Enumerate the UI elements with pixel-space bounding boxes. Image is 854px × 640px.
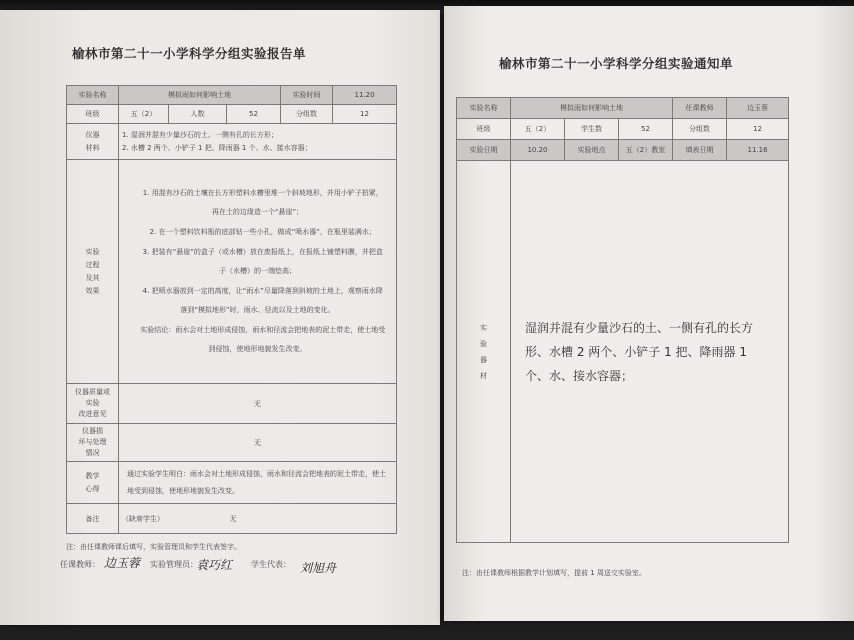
report-row-process [67, 160, 397, 384]
manager-signature: 袁巧红 [196, 558, 233, 572]
label-groups: 分组数 [673, 119, 727, 140]
place-value: 五（2）教室 [619, 140, 673, 161]
label-process: 实验 过程 及其 效果 [67, 160, 119, 384]
label-experiment-name: 实验名称 [67, 86, 119, 105]
teacher-sign-label: 任课教师： [60, 560, 100, 569]
materials-line-2: 2. 水槽 2 两个、小铲子 1 把、降雨器 1 个、水、接水容器； [122, 143, 312, 152]
label-reflection: 教学 心得 [67, 462, 119, 504]
label-materials: 仪器 材料 [67, 124, 119, 160]
label-remark: 备注 [67, 504, 119, 534]
label-materials: 实 验 器 材 [457, 161, 511, 543]
groups-value: 12 [727, 119, 789, 140]
remark-absent: （缺席学生） [119, 504, 227, 534]
reflection-value: 通过实验学生明白：雨水会对土地形成侵蚀，雨水和径流会把地表的泥土带走，使土地受到侵蚀，使地形地貌发生改变。 [119, 462, 397, 504]
label-class: 班级 [67, 105, 119, 124]
process-step-2: 2. 在一个塑料饮料瓶的底部钻一些小孔，做成“喷水器”，在瓶里装满水； [149, 227, 376, 236]
fill-date-value: 11.16 [727, 140, 789, 161]
teacher-value: 边玉蓉 [727, 98, 789, 119]
materials-text [119, 124, 397, 160]
label-people: 人数 [169, 105, 227, 124]
student-signature: 刘旭舟 [300, 561, 337, 575]
report-row-class [67, 105, 397, 124]
process-step-3: 3. 把装有“悬崖”的盒子（或水槽）放在废报纸上，在报纸上铺塑料膜，并把盒子（水槽）的一端垫高； [142, 247, 383, 275]
class-value: 五（2） [119, 105, 169, 124]
label-experiment-name: 实验名称 [457, 98, 511, 119]
notice-row-name [457, 98, 789, 119]
date-value: 10.20 [511, 140, 565, 161]
process-step-4: 4. 把喷水器放到一定的高度，让“雨水”尽量降落到斜坡的土地上，观察雨水降落到“模拟地形”时，雨水、径流以及土地的变化。 [142, 286, 383, 314]
label-teacher: 任课教师 [673, 98, 727, 119]
report-note: 注：由任课教师课后填写，实验管理员和学生代表签字。 [66, 543, 241, 551]
teacher-signature: 边玉蓉 [104, 556, 141, 570]
label-place: 实验地点 [565, 140, 619, 161]
student-sign-label: 学生代表： [251, 560, 291, 569]
manager-sign-label: 实验管理员： [150, 560, 198, 569]
report-title: 榆林市第二十一小学科学分组实验报告单 [72, 46, 307, 61]
process-text [119, 160, 397, 384]
experiment-name: 模拟雨如何影响土地 [511, 98, 673, 119]
label-date: 实验日期 [457, 140, 511, 161]
report-row-quality [67, 384, 397, 424]
quality-value: 无 [119, 384, 397, 424]
report-row-materials [67, 124, 397, 160]
label-quality: 仪器质量或 实验 改进意见 [67, 384, 119, 424]
remark-value: 无 [227, 504, 397, 534]
groups-value: 12 [333, 105, 397, 124]
damage-value: 无 [119, 424, 397, 462]
notice-sheet [444, 6, 854, 621]
label-class: 班级 [457, 119, 511, 140]
experiment-name: 模拟雨如何影响土地 [119, 86, 281, 105]
label-groups: 分组数 [281, 105, 333, 124]
report-row-name [67, 86, 397, 105]
report-table [66, 85, 397, 534]
report-row-damage [67, 424, 397, 462]
notice-note: 注：由任课教师根据教学计划填写，提前 1 周送交实验室。 [462, 569, 646, 577]
notice-row-class [457, 119, 789, 140]
students-value: 52 [619, 119, 673, 140]
notice-row-materials [457, 161, 789, 543]
materials-text: 湿润并混有少量沙石的土、一侧有孔的长方形、水槽 2 两个、小铲子 1 把、降雨器 1 个、水、接水容器； [511, 161, 789, 543]
process-conclusion: 实验结论：雨水会对土地形成侵蚀，雨水和径流会把地表的泥土带走，使土地受到侵蚀，使地形地貌发生改变。 [140, 325, 386, 353]
people-value: 52 [227, 105, 281, 124]
label-students: 学生数 [565, 119, 619, 140]
report-sheet [0, 10, 440, 625]
label-damage: 仪器损 坏与处理 情况 [67, 424, 119, 462]
experiment-time: 11.20 [333, 86, 397, 105]
process-step-1: 1. 用混有沙石的土壤在长方形塑料水槽里堆一个斜坡地形，并用小铲子拍紧，再在土的边缘造一个“悬崖”； [142, 188, 383, 216]
notice-title: 榆林市第二十一小学科学分组实验通知单 [499, 56, 734, 71]
materials-line-1: 1. 湿润并混有少量沙石的土、一侧有孔的长方形； [122, 130, 278, 139]
label-fill-date: 填表日期 [673, 140, 727, 161]
notice-row-date [457, 140, 789, 161]
notice-table [456, 97, 789, 543]
report-row-remark [67, 504, 397, 534]
class-value: 五（2） [511, 119, 565, 140]
report-row-reflection [67, 462, 397, 504]
label-experiment-time: 实验时间 [281, 86, 333, 105]
